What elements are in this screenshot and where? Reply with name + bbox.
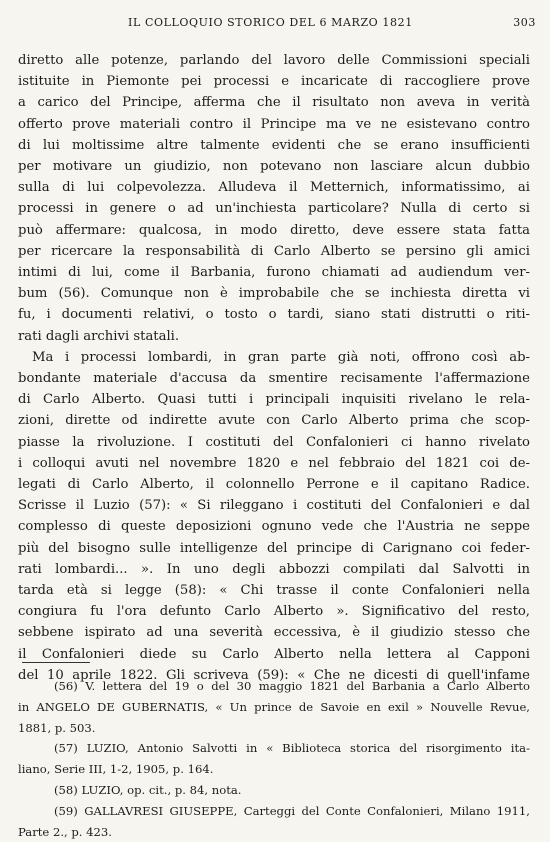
text-line: offerto prove materiali contro il Principe ma ve ne esistevano contro (18, 116, 530, 132)
text-line: processi in genere o ad un'inchiesta particolare? Nulla di certo si (18, 201, 530, 217)
footnote-line: liano, Serie III, 1-2, 1905, p. 164. (18, 762, 214, 777)
text-line: di lui moltissime altre talmente evidenti che se erano insufficienti (18, 137, 530, 153)
text-line: i colloqui avuti nel novembre 1820 e nel febbraio del 1821 coi de- (18, 455, 530, 471)
text-line: Scrisse il Luzio (57): « Si rileggano i costituti del Confalonieri e dal (18, 498, 530, 514)
text-line: per motivare un giudizio, non potevano non lasciare alcun dubbio (18, 159, 530, 175)
footnote-separator (22, 662, 90, 663)
text-line: a carico del Principe, afferma che il risultato non aveva in verità (18, 95, 530, 111)
text-line: rati dagli archivi statali. (18, 328, 180, 344)
text-line: Ma i processi lombardi, in gran parte già noti, offrono così ab- (32, 349, 530, 365)
footnote-line: (59) GALLAVRESI GIUSEPPE, Carteggi del Conte Confalonieri, Milano 1911, (54, 803, 530, 818)
text-line: sebbene ispirato ad una severità eccessiva, è il giudizio stesso che (18, 625, 530, 641)
footnote-line: (57) LUZIO, Antonio Salvotti in « Biblioteca storica del risorgimento ita- (54, 741, 530, 756)
text-line: fu, i documenti relativi, o tosto o tardi, siano stati distrutti o riti- (18, 307, 530, 323)
text-line: può affermare: qualcosa, in modo diretto, deve essere stata fatta (18, 222, 530, 238)
footnote-line: (58) LUZIO, op. cit., p. 84, nota. (54, 782, 242, 797)
text-line: legati di Carlo Alberto, il colonnello Perrone e il capitano Radice. (18, 477, 530, 493)
text-line: del 10 aprile 1822. Gli scriveva (59): « Che ne dicesti di quell'infame (18, 667, 530, 683)
footnote-line: Parte 2., p. 423. (18, 824, 112, 839)
text-line: congiura fu l'ora defunto Carlo Alberto ». Significativo del resto, (18, 604, 530, 620)
running-title: IL COLLOQUIO STORICO DEL 6 MARZO 1821 (128, 16, 413, 29)
text-line: tarda età si legge (58): « Chi trasse il conte Confalonieri nella (18, 583, 530, 599)
text-line: intimi di lui, come il Barbania, furono chiamati ad audiendum ver- (18, 265, 530, 281)
footnotes (18, 676, 530, 842)
text-line: rati lombardi... ». In uno degli abbozzi compilati dal Salvotti in (18, 561, 530, 577)
text-line: più del bisogno sulle intelligenze del principe di Carignano coi feder- (18, 540, 530, 556)
text-line: piasse la rivoluzione. I costituti del Confalonieri ci hanno rivelato (18, 434, 530, 450)
running-header (18, 14, 536, 34)
footnote-line: in ANGELO DE GUBERNATIS, « Un prince de Savoie en exil » Nouvelle Revue, (18, 699, 530, 714)
text-line: zioni, dirette od indirette avute con Carlo Alberto prima che scop- (18, 413, 530, 429)
text-line: il Confalonieri diede su Carlo Alberto nella lettera al Capponi (18, 646, 530, 662)
text-line: di Carlo Alberto. Quasi tutti i principali inquisiti rivelano le rela- (18, 392, 530, 408)
text-line: sulla di lui colpevolezza. Alludeva il Metternich, informatissimo, ai (18, 180, 530, 196)
text-line: diretto alle potenze, parlando del lavoro delle Commissioni speciali (18, 53, 530, 68)
text-line: bum (56). Comunque non è improbabile che se inchiesta diretta vi (18, 286, 530, 302)
text-line: bondante materiale d'accusa da smentire recisamente l'affermazione (18, 371, 530, 387)
text-line: complesso di queste deposizioni ognuno vede che l'Austria ne seppe (18, 519, 530, 535)
text-line: per ricercare la responsabilità di Carlo Alberto se persino gli amici (18, 243, 530, 259)
page-number: 303 (513, 16, 536, 29)
footnote-line: 1881, p. 503. (18, 720, 96, 735)
text-line: istituite in Piemonte pei processi e incaricate di raccogliere prove (18, 74, 530, 90)
main-text (18, 50, 530, 686)
footnote-line: (56) V. lettera del 19 o del 30 maggio 1821 del Barbania a Carlo Alberto (54, 679, 530, 693)
